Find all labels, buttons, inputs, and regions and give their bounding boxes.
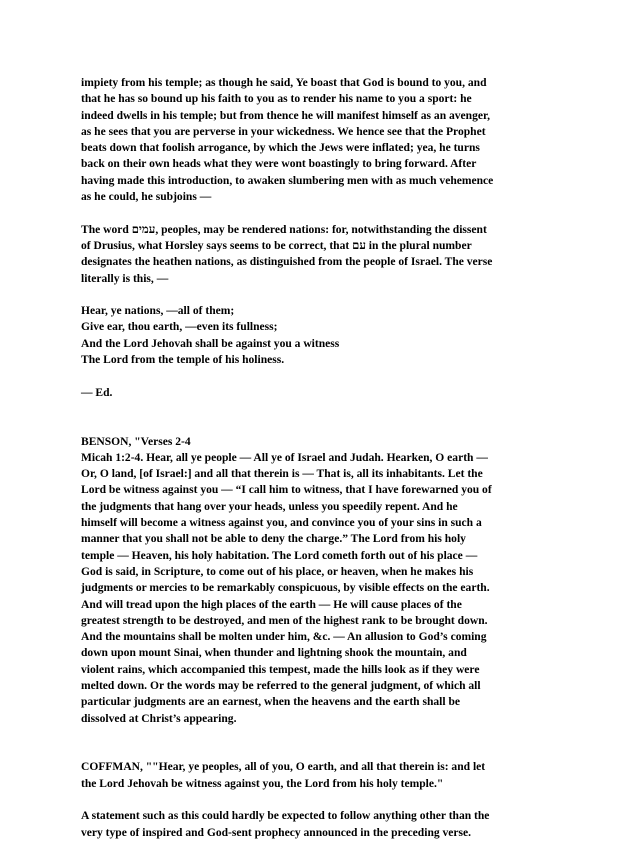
verse-translation: Hear, ye nations, —all of them; Give ear, thou earth, —even its fullness; And the Lord Jehovah shall be against you a witness The Lord from the temple of his holiness.: [81, 305, 340, 367]
paragraph-spacer: [81, 368, 551, 384]
editor-signature: — Ed.: [81, 386, 113, 399]
paragraph-spacer: [81, 792, 551, 808]
paragraph-benson-commentary: BENSON, "Verses 2-4 Micah 1:2-4. Hear, all ye people — All ye of Israel and Judah. Hearken, O earth — Or, O land, [of Israel:] and all that therein is — That is, all its inhabitants. Let the Lord be witness against you — “I call him to witness, that I have forewarned you of the judgments that hang over your heads, unless you speedily repent. And he himself will become a witness against you, and convince you of your sins in such a manner that you shall not be able to deny the charge.” The Lord from his holy temple — Heaven, his holy habitation. The Lord cometh forth out of his place — God is said, in Scripture, to come out of his place, or heaven, when he makes his judgments or mercies to be remarkably conspicuous, by visible effects on the earth. And will tread upon the high places of the earth — He will cause places of the greatest strength to be destroyed, and men of the highest rank to be brought down. And the mountains shall be molten under him, &c. — An allusion to God’s coming down upon mount Sinai, when thunder and lightning shook the mountain, and violent rains, which accompanied this tempest, made the hills look as if they were melted down. Or the words may be referred to the general judgment, of which all particular judgments are an earnest, when the heavens and the earth shall be dissolved at Christ’s appearing.: [81, 435, 492, 725]
paragraph-coffman-heading: COFFMAN, ""Hear, ye peoples, all of you, O earth, and all that therein is: and let the Lord Jehovah be witness against you, the Lord from his holy temple.": [81, 761, 486, 790]
paragraph-coffman-commentary: A statement such as this could hardly be expected to follow anything other than the very type of inspired and God-sent prophecy announced in the preceding verse.: [81, 810, 490, 839]
paragraph-spacer: [81, 205, 551, 221]
document-page: [81, 75, 551, 841]
paragraph-editor-note: The word עמים, peoples, may be rendered nations: for, notwithstanding the dissent of Drusius, what Horsley says seems to be correct, that עם in the plural number designates the heathen nations, as distinguished from the people of Israel. The verse literally is this, —: [81, 223, 493, 285]
section-spacer: [81, 727, 551, 760]
section-spacer: [81, 401, 551, 434]
paragraph-calvin-commentary: impiety from his temple; as though he said, Ye boast that God is bound to you, and that he has so bound up his faith to you as to render his name to you a sport: he indeed dwells in his temple; but from thence he will manifest himself as an avenger, as he sees that you are perverse in your wickedness. We hence see that the Prophet beats down that foolish arrogance, by which the Jews were inflated; yea, he turns back on their own heads what they were wont boastingly to bring forward. After having made this introduction, to awaken slumbering men with as much vehemence as he could, he subjoins —: [81, 77, 494, 204]
paragraph-spacer: [81, 287, 551, 303]
